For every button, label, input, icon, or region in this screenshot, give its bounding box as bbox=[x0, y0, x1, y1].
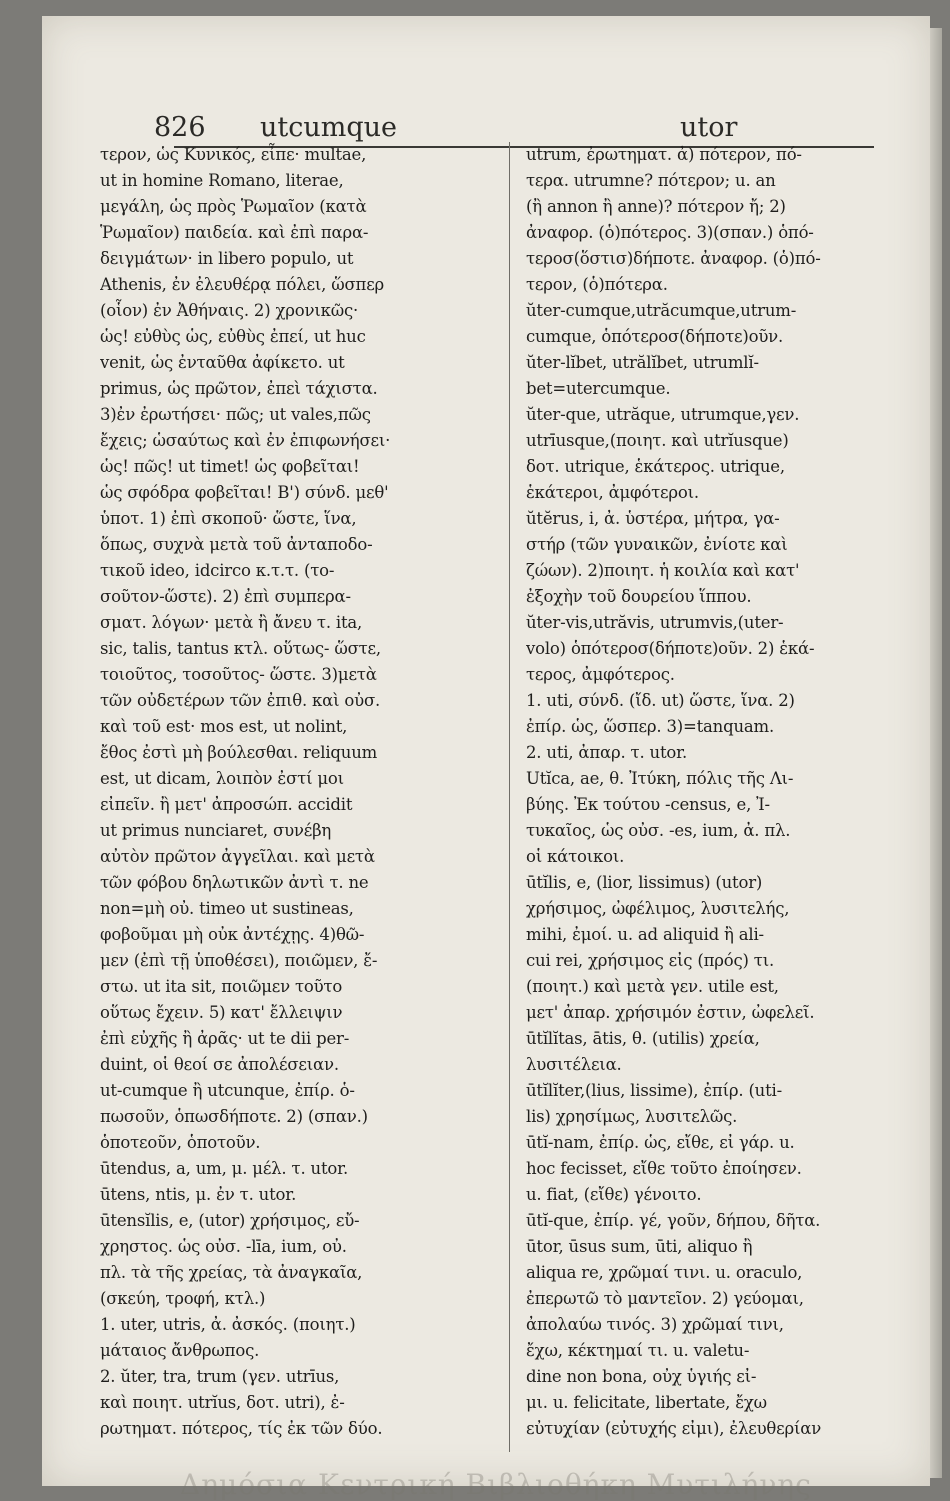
text-line: βύης. Ἐκ τούτου -census, e, Ἰ- bbox=[526, 795, 770, 814]
text-line: (ποιητ.) καὶ μετὰ γεν. utile est, bbox=[526, 977, 779, 996]
text-line: ὁποτεοῦν, ὁποτοῦν. bbox=[100, 1133, 261, 1152]
text-line: Athenis, ἐν ἐλευθέρᾳ πόλει, ὥσπερ bbox=[100, 275, 385, 294]
text-line: (ἢ annon ἢ anne)? πότερον ἤ; 2) bbox=[526, 197, 786, 216]
text-line: τῶν οὐδετέρων τῶν ἐπιθ. καὶ οὐσ. bbox=[100, 691, 381, 710]
text-line: σοῦτον-ὥστε). 2) ἐπὶ συμπερα- bbox=[100, 587, 351, 606]
text-line: εἰπεῖν. ἢ μετ' ἀπροσώπ. accidit bbox=[100, 795, 353, 814]
text-line: 2. uti, ἀπαρ. τ. utor. bbox=[526, 743, 688, 762]
text-line: μάταιος ἄνθρωπος. bbox=[100, 1341, 260, 1360]
text-line: τερος, ἀμφότερος. bbox=[526, 665, 675, 684]
text-line: μεγάλη, ὡς πρὸς Ῥωμαῖον (κατὰ bbox=[100, 197, 367, 216]
text-line: ut-cumque ἢ utcunque, ἐπίρ. ὁ- bbox=[100, 1081, 355, 1100]
text-line: ἐξοχὴν τοῦ δουρείου ἵππου. bbox=[526, 587, 752, 606]
text-line: ἔχω, κέκτημαί τι. u. valetu- bbox=[526, 1341, 750, 1360]
text-line: sic, talis, tantus κτλ. οὕτως- ὥστε, bbox=[100, 639, 381, 658]
text-line: cui rei, χρήσιμος εἰς (πρός) τι. bbox=[526, 951, 775, 970]
text-line: ūtĭlis, e, (lior, lissimus) (utor) bbox=[526, 873, 763, 892]
text-line: αὐτὸν πρῶτον ἀγγεῖλαι. καὶ μετὰ bbox=[100, 847, 375, 866]
text-line: φοβοῦμαι μὴ οὐκ ἀντέχῃς. 4)θῶ- bbox=[100, 925, 365, 944]
text-line: dine non bona, οὐχ ὑγιής εἰ- bbox=[526, 1367, 757, 1386]
text-line: σματ. λόγων· μετὰ ἢ ἄνευ τ. ita, bbox=[100, 613, 363, 632]
text-line: ŭter-vis,utrăvis, utrumvis,(uter- bbox=[526, 613, 784, 632]
header-last-word: utor bbox=[680, 112, 738, 143]
text-line: ūtor, ūsus sum, ūti, aliquo ἢ bbox=[526, 1237, 753, 1256]
text-line: εὐτυχίαν (εὐτυχής εἰμι), ἐλευθερίαν bbox=[526, 1419, 822, 1438]
text-line: ūtĭlĭtas, ātis, θ. (utilis) χρεία, bbox=[526, 1029, 760, 1048]
text-line: λυσιτέλεια. bbox=[526, 1055, 622, 1074]
text-line: στήρ (τῶν γυναικῶν, ἐνίοτε καὶ bbox=[526, 535, 788, 554]
text-line: πωσοῦν, ὁπωσδήποτε. 2) (σπαν.) bbox=[100, 1107, 368, 1126]
text-line: δοτ. utrique, ἑκάτερος. utrique, bbox=[526, 457, 785, 476]
text-line: καὶ τοῦ est· mos est, ut nolint, bbox=[100, 717, 348, 736]
text-line: ŭtĕrus, i, ἀ. ὑστέρα, μήτρα, γα- bbox=[526, 509, 780, 528]
text-line: μετ' ἀπαρ. χρήσιμόν ἐστιν, ὠφελεῖ. bbox=[526, 1003, 815, 1022]
text-line: ūtĭlĭter,(lius, lissime), ἐπίρ. (uti- bbox=[526, 1081, 782, 1100]
text-line: ὡς! εὐθὺς ὡς, εὐθὺς ἐπεί, ut huc bbox=[100, 327, 366, 346]
text-line: ὑποτ. 1) ἐπὶ σκοποῦ· ὥστε, ἵνα, bbox=[100, 509, 357, 528]
text-line: ὡς! πῶς! ut timet! ὡς φοβεῖται! bbox=[100, 457, 360, 476]
text-line: ὅπως, συχνὰ μετὰ τοῦ ἀνταποδο- bbox=[100, 535, 373, 554]
text-line: (οἷον) ἐν Ἀθήναις. 2) χρονικῶς· bbox=[100, 301, 359, 320]
text-line: mihi, ἐμοί. u. ad aliquid ἢ ali- bbox=[526, 925, 764, 944]
text-line: δειγμάτων· in libero populo, ut bbox=[100, 249, 354, 268]
text-line: καὶ ποιητ. utrĭus, δοτ. utri), ἐ- bbox=[100, 1393, 345, 1412]
text-line: aliqua re, χρῶμαί τινι. u. oraculo, bbox=[526, 1263, 803, 1282]
text-line: τερα. utrumne? πότερον; u. an bbox=[526, 171, 776, 190]
text-line: ŭter-que, utrăque, utrumque,γεν. bbox=[526, 405, 800, 424]
text-line: cumque, ὁπότεροσ(δήποτε)οῦν. bbox=[526, 327, 784, 346]
text-line: ἀπολαύω τινός. 3) χρῶμαί τινι, bbox=[526, 1315, 784, 1334]
text-line: 1. uter, utris, ἀ. ἀσκός. (ποιητ.) bbox=[100, 1315, 356, 1334]
text-line: τυκαῖος, ὡς οὐσ. -es, ium, ἀ. πλ. bbox=[526, 821, 791, 840]
text-line: ἐπίρ. ὡς, ὥσπερ. 3)=tanquam. bbox=[526, 717, 775, 736]
text-line: ūtĭ-nam, ἐπίρ. ὡς, εἴθε, εἰ γάρ. u. bbox=[526, 1133, 795, 1152]
text-line: ἔθος ἐστὶ μὴ βούλεσθαι. reliquum bbox=[100, 743, 378, 762]
text-line: duint, οἱ θεοί σε ἀπολέσειαν. bbox=[100, 1055, 339, 1074]
column-divider bbox=[509, 142, 510, 1452]
text-line: τοιοῦτος, τοσοῦτος- ὥστε. 3)μετὰ bbox=[100, 665, 377, 684]
text-line: ἐπὶ εὐχῆς ἢ ἀρᾶς· ut te dii per- bbox=[100, 1029, 350, 1048]
text-line: ŭter-cumque,utrăcumque,utrum- bbox=[526, 301, 797, 320]
text-line: 3)ἐν ἐρωτήσει· πῶς; ut vales,πῶς bbox=[100, 405, 371, 424]
text-line: volo) ὁπότεροσ(δήποτε)οῦν. 2) ἑκά- bbox=[526, 639, 815, 658]
header-first-word: utcumque bbox=[260, 112, 398, 143]
page-number: 826 bbox=[154, 112, 206, 143]
text-line: στω. ut ita sit, ποιῶμεν τοῦτο bbox=[100, 977, 343, 996]
text-line: lis) χρησίμως, λυσιτελῶς. bbox=[526, 1107, 738, 1126]
text-line: ūtendus, a, um, μ. μέλ. τ. utor. bbox=[100, 1159, 349, 1178]
text-line: non=μὴ οὐ. timeo ut sustineas, bbox=[100, 899, 354, 918]
text-line: (σκεύη, τροφή, κτλ.) bbox=[100, 1289, 266, 1308]
text-line: ūtens, ntis, μ. ἐν τ. utor. bbox=[100, 1185, 297, 1204]
text-line: Utĭca, ae, θ. Ἰτύκη, πόλις τῆς Λι- bbox=[526, 769, 794, 788]
text-line: u. fiat, (εἴθε) γένοιτο. bbox=[526, 1185, 702, 1204]
text-line: utrum, ἐρωτηματ. ἀ) πότερον, πό- bbox=[526, 145, 802, 164]
text-line: χρηστος. ὡς οὐσ. -līa, ium, οὐ. bbox=[100, 1237, 347, 1256]
text-line: Ῥωμαῖον) παιδεία. καὶ ἐπὶ παρα- bbox=[100, 223, 369, 242]
text-line: χρήσιμος, ὠφέλιμος, λυσιτελής, bbox=[526, 899, 790, 918]
right-column bbox=[526, 142, 918, 1442]
text-line: venit, ὡς ἐνταῦθα ἀφίκετο. ut bbox=[100, 353, 345, 372]
text-line: ut in homine Romano, literae, bbox=[100, 171, 344, 190]
text-line: ūtĭ-que, ἐπίρ. γέ, γοῦν, δήπου, δῆτα. bbox=[526, 1211, 821, 1230]
text-line: ut primus nunciaret, συνέβη bbox=[100, 821, 332, 840]
left-column bbox=[100, 142, 483, 1442]
text-line: ζώων). 2)ποιητ. ἡ κοιλία καὶ κατ' bbox=[526, 561, 800, 580]
text-line: οἱ κάτοικοι. bbox=[526, 847, 625, 866]
text-line: ἀναφορ. (ὁ)πότερος. 3)(σπαν.) ὁπό- bbox=[526, 223, 814, 242]
text-line: bet=utercumque. bbox=[526, 379, 671, 398]
text-line: hoc fecisset, εἴθε τοῦτο ἐποίησεν. bbox=[526, 1159, 802, 1178]
text-line: τῶν φόβου δηλωτικῶν ἀντὶ τ. ne bbox=[100, 873, 369, 892]
text-line: τερον, (ὁ)πότερα. bbox=[526, 275, 668, 294]
text-line: τικοῦ ideo, idcirco κ.τ.τ. (το- bbox=[100, 561, 335, 580]
text-line: τερον, ὡς Κυνικός, εἶπε· multae, bbox=[100, 145, 367, 164]
text-line: est, ut dicam, λοιπὸν ἐστί μοι bbox=[100, 769, 344, 788]
text-line: οὕτως ἔχειν. 5) κατ' ἔλλειψιν bbox=[100, 1003, 343, 1022]
text-line: τεροσ(ὅστισ)δήποτε. ἀναφορ. (ὁ)πό- bbox=[526, 249, 821, 268]
text-line: ἐπερωτῶ τὸ μαντεῖον. 2) γεύομαι, bbox=[526, 1289, 804, 1308]
text-line: primus, ὡς πρῶτον, ἐπεὶ τάχιστα. bbox=[100, 379, 378, 398]
library-watermark: Δημόσια Κεντρική Βιβλιοθήκη Μυτιλήνης bbox=[180, 1468, 812, 1501]
text-line: ūtensĭlis, e, (utor) χρήσιμος, εὔ- bbox=[100, 1211, 360, 1230]
text-line: ἑκάτεροι, ἀμφότεροι. bbox=[526, 483, 699, 502]
text-line: μι. u. felicitate, libertate, ἔχω bbox=[526, 1393, 767, 1412]
text-line: ἔχεις; ὡσαύτως καὶ ἐν ἐπιφωνήσει· bbox=[100, 431, 391, 450]
text-line: ρωτηματ. πότερος, τίς ἐκ τῶν δύο. bbox=[100, 1419, 383, 1438]
text-line: 1. uti, σύνδ. (ἴδ. ut) ὥστε, ἵνα. 2) bbox=[526, 691, 795, 710]
text-line: ŭter-lĭbet, utrălĭbet, utrumlĭ- bbox=[526, 353, 759, 372]
text-line: πλ. τὰ τῆς χρείας, τὰ ἀναγκαῖα, bbox=[100, 1263, 363, 1282]
text-line: μεν (ἐπὶ τῇ ὑποθέσει), ποιῶμεν, ἔ- bbox=[100, 951, 378, 970]
text-line: ὡς σφόδρα φοβεῖται! Β') σύνδ. μεθ' bbox=[100, 483, 389, 502]
text-line: utrīusque,(ποιητ. καὶ utrĭusque) bbox=[526, 431, 789, 450]
text-line: 2. ŭter, tra, trum (γεν. utrīus, bbox=[100, 1367, 340, 1386]
